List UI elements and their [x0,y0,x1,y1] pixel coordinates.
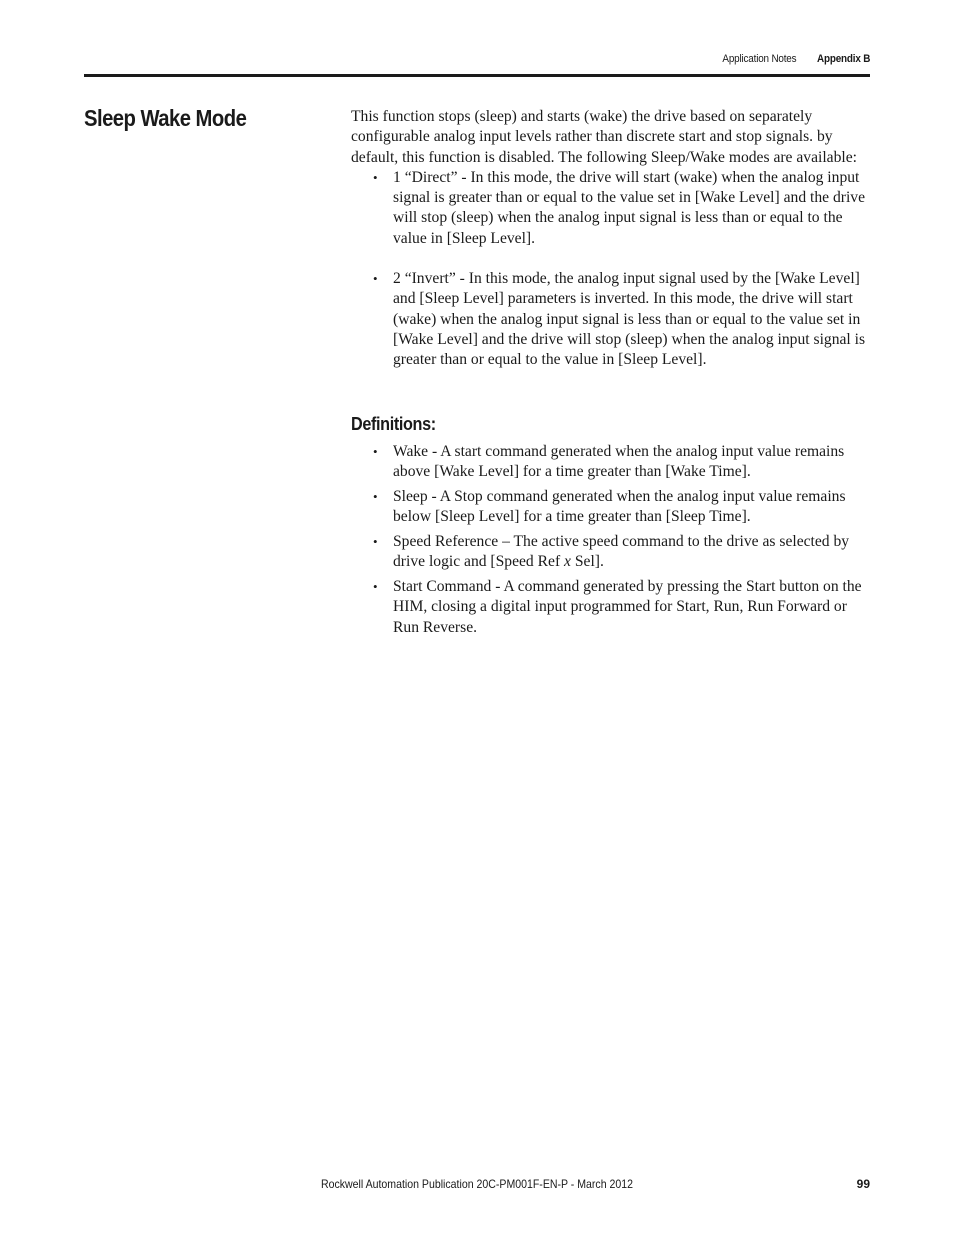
definition-speed-reference-tail: Sel]. [570,553,604,571]
main-content [351,107,871,638]
header-section-label: Application Notes [722,53,797,65]
mode-item-invert: • 2 “Invert” - In this mode, the analog input signal used by the [Wake Level] and [Sleep Level] parameters is inverted. In this mode, the drive will start (wake) when the analog input signal is less than or equal to the value set in [Wake Level] and the drive will stop (sleep) when the analog input signal is greater than or equal to the value in [Sleep Level]. [351,269,871,370]
mode-item-direct: • 1 “Direct” - In this mode, the drive will start (wake) when the analog input signal is greater than or equal to the value set in [Wake Level] and the drive will stop (sleep) when the analog input signal is less than or equal to the value in [Sleep Level]. [351,168,871,249]
definitions-list [351,442,871,638]
definition-sleep: • Sleep - A Stop command generated when the analog input value remains below [Sleep Level] for a time greater than [Sleep Time]. [351,487,871,528]
mode-list [351,168,871,371]
page-title: Sleep Wake Mode [84,105,247,131]
publication-info: Rockwell Automation Publication 20C-PM001F-EN-P - March 2012 [320,1177,634,1191]
definition-speed-reference-variable: x [564,553,571,571]
running-header [722,53,870,65]
definition-wake: • Wake - A start command generated when the analog input value remains above [Wake Level] for a time greater than [Wake Time]. [351,442,871,483]
definition-start-command: • Start Command - A command generated by pressing the Start button on the HIM, closing a digital input programmed for Start, Run, Run Forward or Run Reverse. [351,577,871,638]
header-appendix-label: Appendix B [816,53,870,65]
intro-paragraph: This function stops (sleep) and starts (wake) the drive based on separately configurable analog input levels rather than discrete start and stop signals. by default, this function is disabled. The following Sleep/Wake modes are available: [351,108,857,166]
definition-speed-reference [351,532,871,573]
definition-speed-reference-text: Speed Reference – The active speed command to the drive as selected by drive logic and [Speed Ref [393,533,850,571]
definitions-heading: Definitions: [351,413,436,434]
page-number: 99 [856,1177,870,1191]
header-rule [84,74,870,77]
